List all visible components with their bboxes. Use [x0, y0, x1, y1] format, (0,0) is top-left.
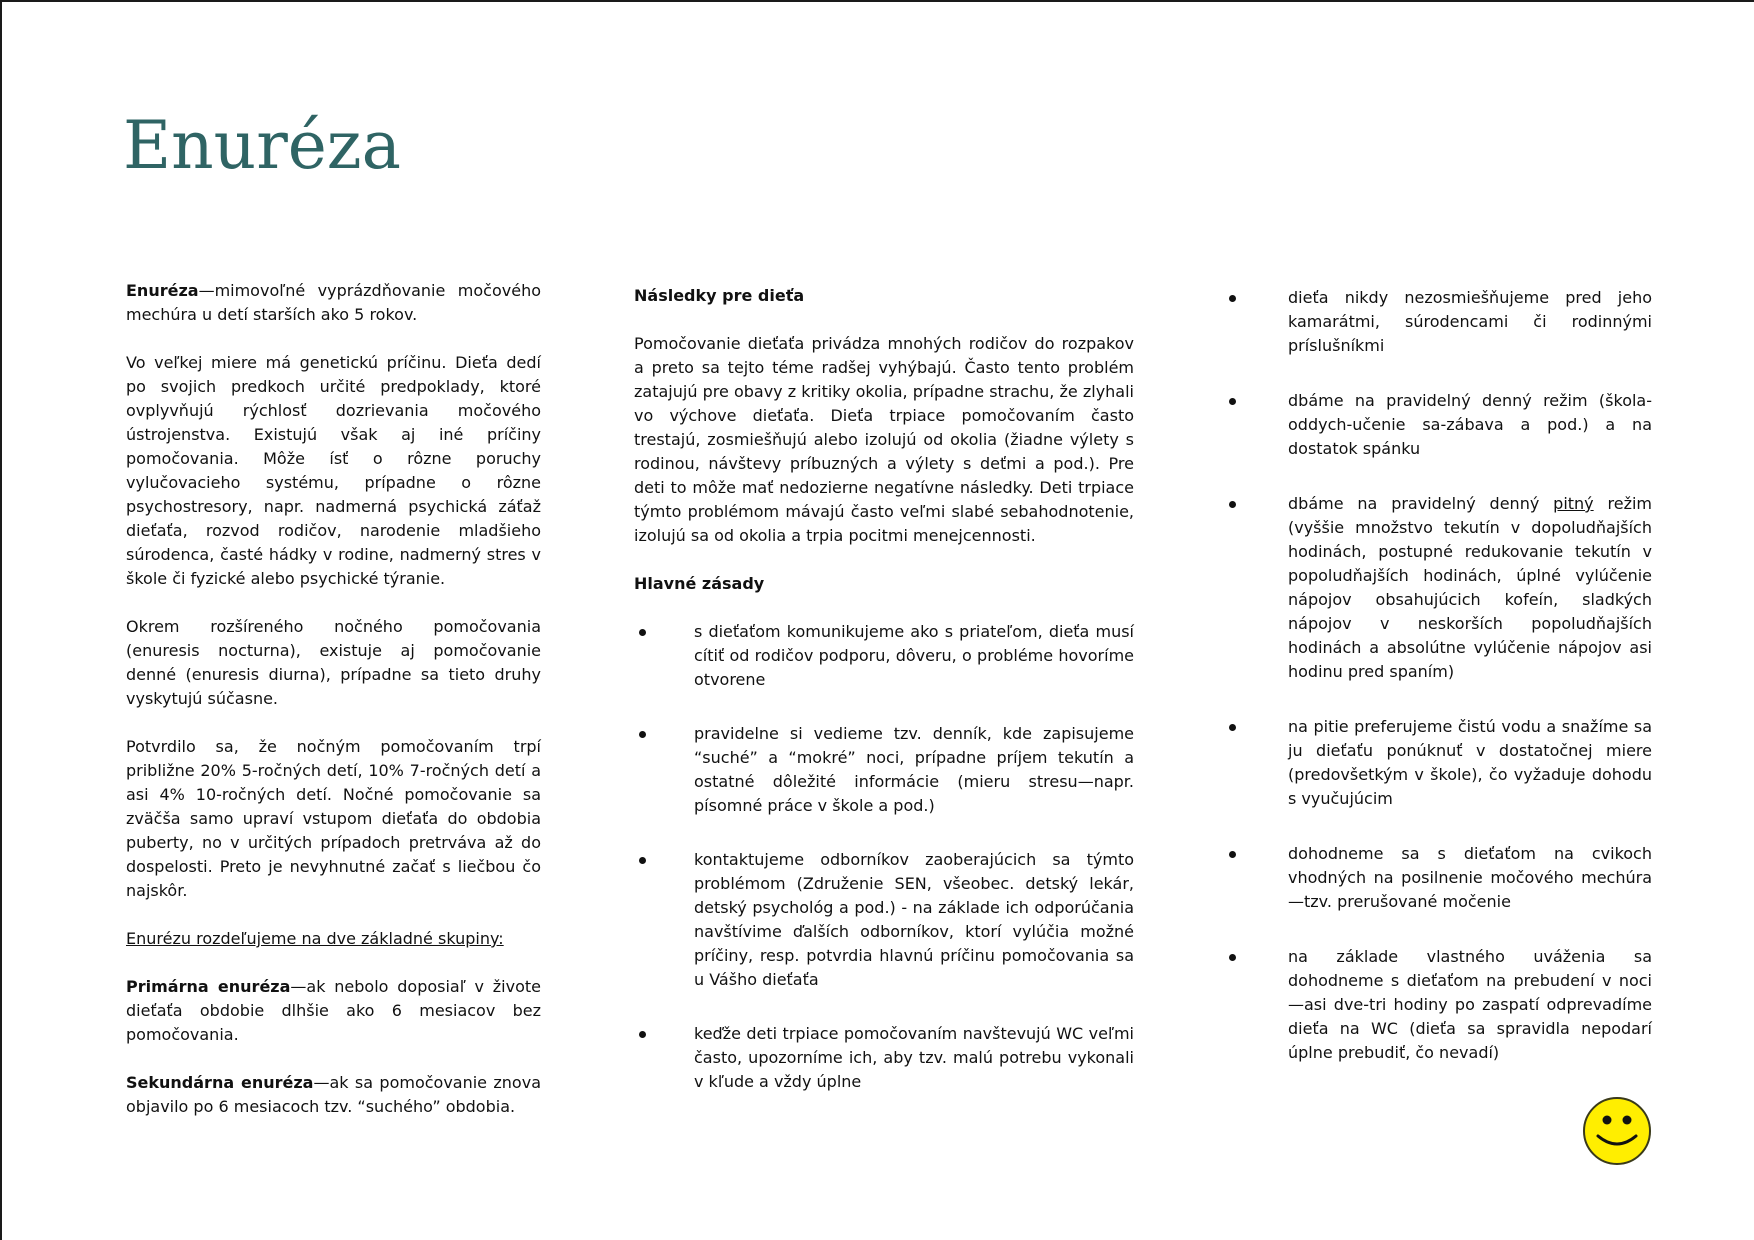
left-column: [126, 279, 541, 1143]
intro-term: Enuréza: [126, 281, 199, 300]
bullet-icon: [1229, 295, 1236, 302]
bullet-icon: [639, 857, 646, 864]
middle-column: [634, 284, 1134, 1124]
primary-term: Primárna enuréza: [126, 977, 291, 996]
list-item: na základe vlastného uváženia sa dohodneme s dieťaťom na prebudení v noci—asi dve-tri hodiny po zaspatí odprevadíme dieťa na WC (dieťa sa spravidla nepodarí úplne prebudiť, čo nevadí): [1224, 945, 1652, 1065]
bullet-icon: [1229, 954, 1236, 961]
primary-text: —ak nebolo doposiaľ v živote dieťaťa obdobie dlhšie ako 6 mesiacov bez pomočovania.: [126, 977, 542, 1044]
bullet-icon: [639, 629, 646, 636]
principles-list-continued: [1224, 286, 1652, 1065]
list-item: dieťa nikdy nezosmiešňujeme pred jeho kamarátmi, súrodencami či rodinnými príslušníkmi: [1224, 286, 1652, 358]
bullet-icon: [1229, 851, 1236, 858]
bullet-icon: [1229, 724, 1236, 731]
list-item: keďže deti trpiace pomočovaním navštevujú WC veľmi často, upozorníme ich, aby tzv. malú potrebu vykonali v kľude a vždy úplne: [634, 1022, 1134, 1094]
list-item: kontaktujeme odborníkov zaoberajúcich sa týmto problémom (Združenie SEN, všeobec. detský lekár, detský psychológ a pod.) - na základe ich odporúčania navštívime ďalších odborníkov, ktorí vylúčia možné príčiny, resp. potvrdia hlavnú príčinu pomočovania sa u Vášho dieťaťa: [634, 848, 1134, 992]
statistics-paragraph: Potvrdilo sa, že nočným pomočovaním trpí približne 20% 5-ročných detí, 10% 7-ročných detí a asi 4% 10-ročných detí. Nočné pomočovanie sa zväčša samo upraví vstupom dieťaťa do obdobia puberty, no v určitých prípadoch pretrváva až do dospelosti. Preto je nevyhnutné začať s liečbou čo najskôr.: [126, 737, 541, 900]
secondary-term: Sekundárna enuréza: [126, 1073, 314, 1092]
list-item: dohodneme sa s dieťaťom na cvikoch vhodných na posilnenie močového mechúra—tzv. prerušované močenie: [1224, 842, 1652, 914]
right-column: [1224, 286, 1652, 1096]
list-item: dbáme na pravidelný denný režim (škola-oddych-učenie sa-zábava a pod.) a na dostatok spánku: [1224, 389, 1652, 461]
principles-list: [634, 620, 1134, 1094]
list-item: dbáme na pravidelný denný pitný režim (vyššie množstvo tekutín v dopoludňajších hodinách, postupné redukovanie tekutín v popoludňajších hodinách, úplné vylúčenie nápojov obsahujúcich kofeín, sladkých nápojov v neskorších popoludňajších hodinách a absolútne vylúčenie nápojov asi hodinu pred spaním): [1224, 492, 1652, 684]
genetic-cause-paragraph: Vo veľkej miere má genetickú príčinu. Dieťa dedí po svojich predkoch určité predpoklady, ktoré ovplyvňujú rýchlosť dozrievania močového ústrojenstva. Existujú však aj iné príčiny pomočovania. Môže ísť o rôzne poruchy vylučovacieho systému, prípadne o rôzne psychostresory, napr. nadmerná psychická záťaž dieťaťa, rozvod rodičov, narodenie mladšieho súrodenca, časté hádky v rodine, nadmerný stres v škole či fyzické alebo psychické týranie.: [126, 353, 541, 588]
secondary-enuresis-paragraph: [126, 1071, 541, 1119]
smiley-face-icon: [1582, 1096, 1652, 1166]
principles-heading: Hlavné zásady: [634, 574, 765, 593]
page-title: Enuréza: [123, 107, 401, 184]
intro-paragraph: [126, 279, 541, 327]
bullet-icon: [1229, 501, 1236, 508]
bullet-icon: [639, 1031, 646, 1038]
bullet-icon: [639, 731, 646, 738]
consequences-heading: Následky pre dieťa: [634, 286, 805, 305]
list-item: s dieťaťom komunikujeme ako s priateľom, dieťa musí cítiť od rodičov podporu, dôveru, o probléme hovoríme otvorene: [634, 620, 1134, 692]
intro-text: —mimovoľné vyprázdňovanie močového mechúra u detí starších ako 5 rokov.: [126, 281, 541, 324]
list-item: na pitie preferujeme čistú vodu a snažíme sa ju dieťaťu ponúknuť v dostatočnej miere (predovšetkým v škole), čo vyžaduje dohodu s vyučujúcim: [1224, 715, 1652, 811]
groups-heading: Enurézu rozdeľujeme na dve základné skupiny:: [126, 929, 504, 948]
list-item: pravidelne si vedieme tzv. denník, kde zapisujeme “suché” a “mokré” noci, prípadne príjem tekutín a ostatné dôležité informácie (mieru stresu—napr. písomné práce v škole a pod.): [634, 722, 1134, 818]
secondary-text: —ak sa pomočovanie znova objavilo po 6 mesiacoch tzv. “suchého” obdobia.: [126, 1073, 541, 1116]
types-paragraph: Okrem rozšíreného nočného pomočovania (enuresis nocturna), existuje aj pomočovanie denné (enuresis diurna), prípadne sa tieto druhy vyskytujú súčasne.: [126, 617, 541, 708]
consequences-paragraph: Pomočovanie dieťaťa privádza mnohých rodičov do rozpakov a preto sa tejto téme radšej vyhýbajú. Často tento problém zatajujú pre obavy z kritiky okolia, prípadne strachu, že zlyhali vo výchove dieťaťa. Dieťa trpiace pomočovaním často trestajú, zosmiešňujú alebo izolujú od okolia (žiadne výlety s rodinou, návštevy príbuzných a výlety s deťmi a pod.). Pre deti to môže mať nedozierne negatívne následky. Deti trpiace týmto problémom mávajú často veľmi slabé sebahodnotenie, izolujú sa od okolia a trpia pocitmi menejcennosti.: [634, 334, 1134, 545]
underlined-word: pitný: [1553, 494, 1594, 513]
primary-enuresis-paragraph: [126, 975, 541, 1047]
bullet-icon: [1229, 398, 1236, 405]
